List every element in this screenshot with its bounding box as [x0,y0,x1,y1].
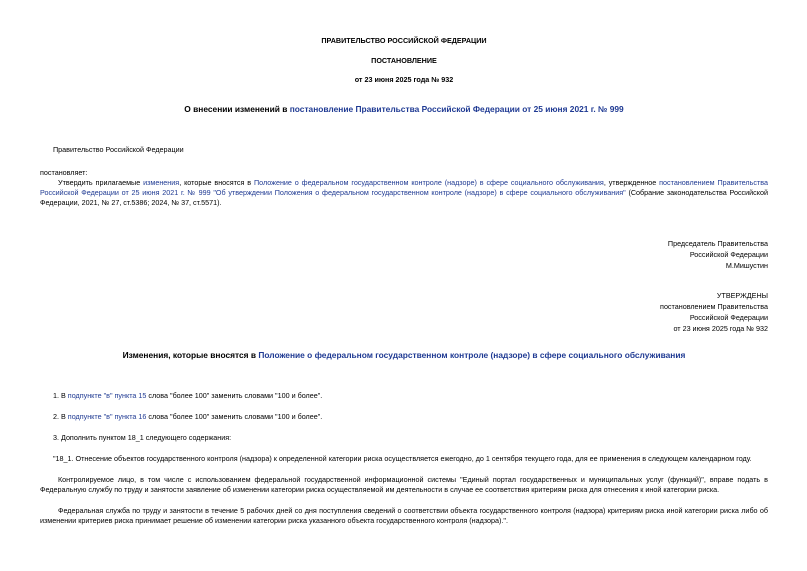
change-item-1 [53,391,322,401]
main-paragraph-text: (Собрание законодательства Российской Федерации, 2021, № 27, ст.5386; 2024, № 37, ст.5571). [40,188,768,208]
link-resolution-999[interactable]: постановлением Правительства Российской Федерации от 25 июня 2021 г. № 999 "Об утверждении Положения о федеральном государственном контроле (надзоре) в сфере социального обслуживания" [40,178,768,198]
quote-paragraph-2: Контролируемое лицо, в том числе с использованием федеральной государственной информационной системы "Единый портал государственных и муниципальных услуг (функций)", вправе подать в Федеральную службу по труду и занятости заявление об изменении категории риска осуществляемой им деятельности в случае ее соответствия критериям риска для отнесения к иной категории риска. [40,475,768,495]
document-title-prefix: О внесении изменений в [184,104,290,114]
change-item-text: слова "более 100" заменить словами "100 и более". [146,412,323,421]
approval-line: постановлением Правительства [660,302,768,312]
signature-block [668,238,768,271]
signature-country: Российской Федерации [689,250,768,260]
changes-title [40,350,768,362]
approval-date: от 23 июня 2025 года № 932 [673,324,768,334]
change-item-text: 2. В [53,412,68,421]
decides-text: постановляет: [40,168,88,177]
approval-block [660,290,768,335]
quote-paragraph-3: Федеральная служба по труду и занятости в течение 5 рабочих дней со дня поступления сведений о соответствии объекта государственного контроля (надзора) критериям риска иной категории риска либо об изменении критериев риска принимает решение об изменении категории риска указанного объекта государственного контроля (надзора).". [40,506,768,526]
approval-line: Российской Федерации [689,313,768,323]
change-item-text: слова "более 100" заменить словами "100 и более". [146,391,323,400]
main-paragraph-text: , утвержденное [603,178,660,187]
link-changes[interactable]: изменения [143,178,180,187]
document-date: от 23 июня 2025 года № 932 [354,75,454,84]
link-item-16[interactable]: подпункте "в" пункта 16 [67,412,147,421]
document-title [40,104,768,116]
document-title-link[interactable]: постановление Правительства Российской Федерации от 25 июня 2021 г. № 999 [289,104,624,114]
changes-title-link[interactable]: Положение о федеральном государственном контроле (надзоре) в сфере социального обслуживания [258,350,686,360]
document [40,0,768,571]
signature-name: М.Мишустин [725,261,768,271]
document-type: ПОСТАНОВЛЕНИЕ [371,56,437,65]
quote-paragraph-1: "18_1. Отнесение объектов государственного контроля (надзора) к определенной категории риска осуществляется ежегодно, до 1 сентября текущего года, для ее применения в следующем календарном году. [53,454,752,463]
change-item-text: 1. В [53,391,68,400]
main-paragraph-text: Утвердить прилагаемые [58,178,144,187]
link-item-15[interactable]: подпункте "в" пункта 15 [67,391,147,400]
main-paragraph-text: , которые вносятся в [179,178,254,187]
approval-heading: УТВЕРЖДЕНЫ [716,291,768,300]
issuer-text: Правительство Российской Федерации [53,145,184,154]
main-paragraph [40,178,768,208]
government-heading: ПРАВИТЕЛЬСТВО РОССИЙСКОЙ ФЕДЕРАЦИИ [321,36,487,45]
change-item-3: 3. Дополнить пунктом 18_1 следующего содержания: [53,433,232,442]
changes-title-prefix: Изменения, которые вносятся в [122,350,259,360]
signature-position: Председатель Правительства [667,239,768,248]
change-item-2 [53,412,322,422]
link-regulation[interactable]: Положение о федеральном государственном контроле (надзоре) в сфере социального обслуживания [253,178,604,187]
